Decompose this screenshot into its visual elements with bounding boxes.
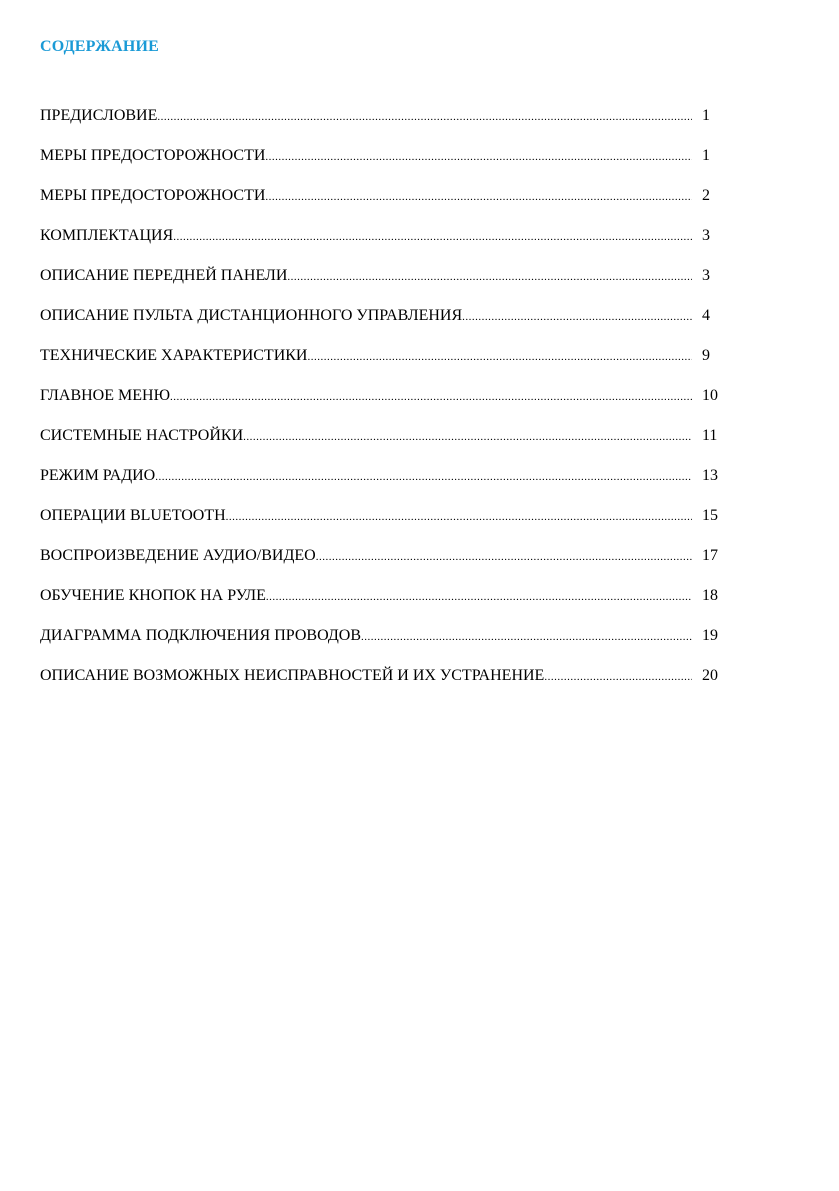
toc-entry bbox=[40, 106, 730, 146]
toc-entry-label: ДИАГРАММА ПОДКЛЮЧЕНИЯ ПРОВОДОВ bbox=[40, 627, 361, 644]
toc-leader-dots bbox=[462, 307, 692, 327]
toc-entry-label: ОПИСАНИЕ ВОЗМОЖНЫХ НЕИСПРАВНОСТЕЙ И ИХ УСТРАНЕНИЕ bbox=[40, 667, 545, 684]
toc-entry-label: ОБУЧЕНИЕ КНОПОК НА РУЛЕ bbox=[40, 587, 266, 604]
toc-entry-page: 1 bbox=[702, 147, 710, 164]
toc-entry bbox=[40, 226, 730, 266]
toc-leader-dots bbox=[544, 667, 692, 687]
toc-leader-dots bbox=[155, 467, 692, 487]
toc-leader-dots bbox=[226, 507, 692, 527]
toc-leader-dots bbox=[307, 347, 692, 367]
toc-leader-dots bbox=[361, 627, 692, 647]
toc-entry-page: 1 bbox=[702, 107, 710, 124]
toc-entry-label: ПРЕДИСЛОВИЕ bbox=[40, 107, 158, 124]
toc-entry-label: ГЛАВНОЕ МЕНЮ bbox=[40, 387, 171, 404]
toc-entry bbox=[40, 266, 730, 306]
toc-entry-label: ОПИСАНИЕ ПУЛЬТА ДИСТАНЦИОННОГО УПРАВЛЕНИЯ bbox=[40, 307, 463, 324]
toc-entry bbox=[40, 426, 730, 466]
toc-leader-dots bbox=[170, 387, 692, 407]
toc-entry-label: ВОСПРОИЗВЕДЕНИЕ АУДИО/ВИДЕО bbox=[40, 547, 316, 564]
toc-entry-page: 9 bbox=[702, 347, 710, 364]
toc-entry bbox=[40, 586, 730, 626]
toc-entry bbox=[40, 186, 730, 226]
toc-entry-label: МЕРЫ ПРЕДОСТОРОЖНОСТИ bbox=[40, 187, 266, 204]
toc-entry-page: 3 bbox=[702, 227, 710, 244]
toc-entry-page: 2 bbox=[702, 187, 710, 204]
toc-entry-label: РЕЖИМ РАДИО bbox=[40, 467, 156, 484]
toc-entry-label: КОМПЛЕКТАЦИЯ bbox=[40, 227, 174, 244]
toc-entry-page: 3 bbox=[702, 267, 710, 284]
toc-title: СОДЕРЖАНИЕ bbox=[40, 38, 160, 55]
toc-entry-label: ОПЕРАЦИИ BLUETOOTH bbox=[40, 507, 226, 524]
toc-entry-page: 13 bbox=[702, 467, 718, 484]
toc-leader-dots bbox=[316, 547, 692, 567]
toc-entry-page: 18 bbox=[702, 587, 718, 604]
toc-leader-dots bbox=[157, 107, 692, 127]
toc-leader-dots bbox=[173, 227, 692, 247]
toc-entry bbox=[40, 146, 730, 186]
toc-entry bbox=[40, 466, 730, 506]
toc-entry-page: 4 bbox=[702, 307, 710, 324]
toc-entry bbox=[40, 506, 730, 546]
table-of-contents bbox=[40, 106, 730, 706]
toc-entry-page: 15 bbox=[702, 507, 718, 524]
toc-entry bbox=[40, 626, 730, 666]
toc-entry-page: 11 bbox=[702, 427, 718, 444]
toc-entry-page: 20 bbox=[702, 667, 718, 684]
toc-entry-page: 17 bbox=[702, 547, 718, 564]
toc-entry bbox=[40, 306, 730, 346]
toc-entry bbox=[40, 666, 730, 706]
toc-leader-dots bbox=[266, 587, 692, 607]
toc-leader-dots bbox=[243, 427, 692, 447]
toc-entry bbox=[40, 346, 730, 386]
toc-leader-dots bbox=[265, 187, 692, 207]
toc-entry-label: ОПИСАНИЕ ПЕРЕДНЕЙ ПАНЕЛИ bbox=[40, 267, 288, 284]
toc-entry bbox=[40, 386, 730, 426]
toc-entry-label: СИСТЕМНЫЕ НАСТРОЙКИ bbox=[40, 427, 244, 444]
toc-entry-label: ТЕХНИЧЕСКИЕ ХАРАКТЕРИСТИКИ bbox=[40, 347, 308, 364]
toc-entry bbox=[40, 546, 730, 586]
toc-entry-page: 10 bbox=[702, 387, 718, 404]
toc-leader-dots bbox=[287, 267, 692, 287]
toc-entry-label: МЕРЫ ПРЕДОСТОРОЖНОСТИ bbox=[40, 147, 266, 164]
toc-leader-dots bbox=[265, 147, 692, 167]
toc-entry-page: 19 bbox=[702, 627, 718, 644]
